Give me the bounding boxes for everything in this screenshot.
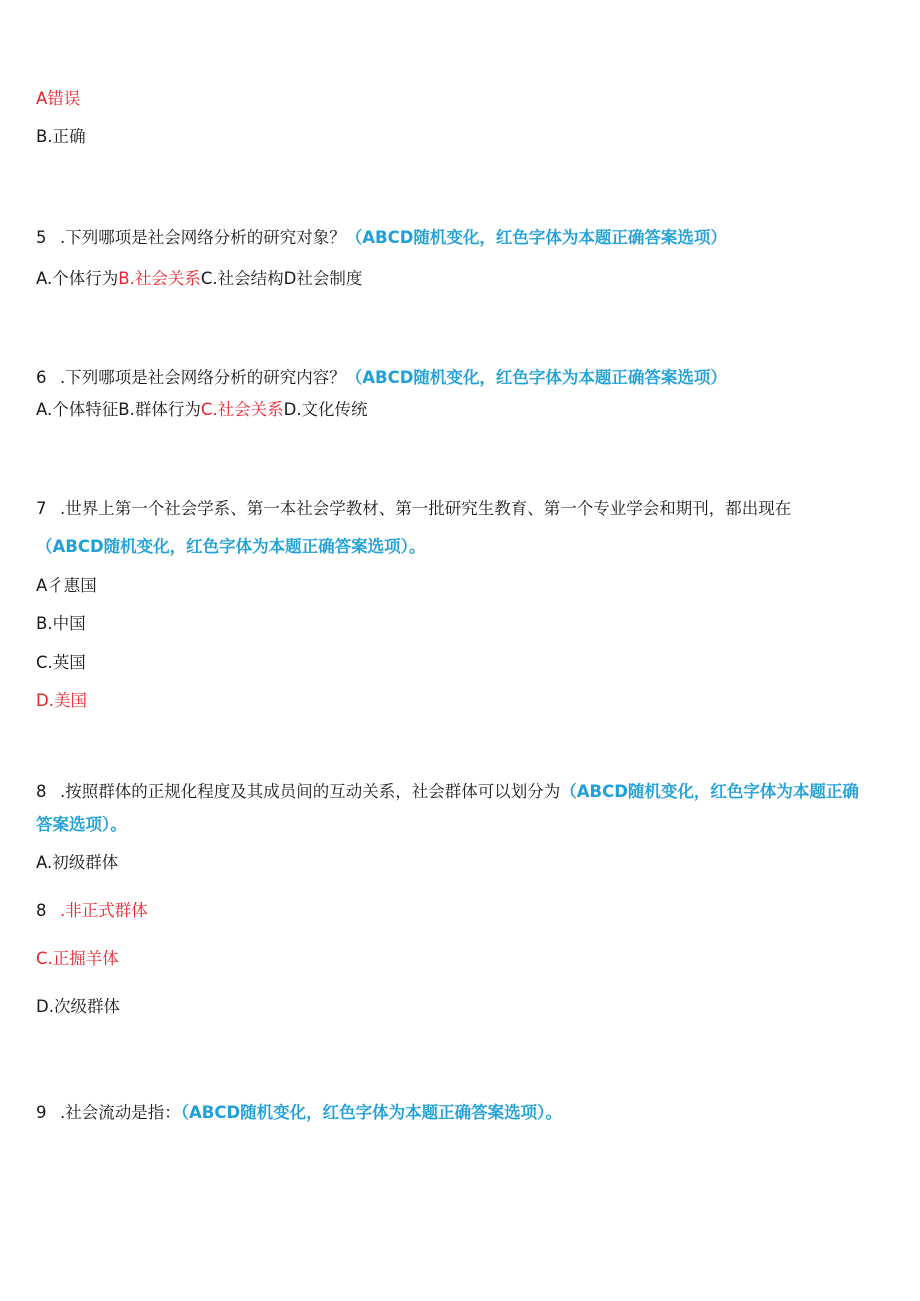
q5-number: 5 <box>36 228 47 247</box>
q9-number: 9 <box>36 1103 47 1122</box>
q4-option-b: B.正确 <box>36 127 86 146</box>
q6-option-d: D.文化传统 <box>283 400 368 419</box>
q9-question <box>36 1101 562 1125</box>
q5-option-a: A.个体行为 <box>36 269 119 288</box>
q8-option-c: C.正掘羊体 <box>36 949 119 968</box>
q9-hint: （ABCD随机变化，红色字体为本题正确答案选项）。 <box>180 1103 562 1122</box>
q6-option-b: B.群体行为 <box>118 400 201 419</box>
q5-hint: （ABCD随机变化，红色字体为本题正确答案选项） <box>345 228 727 247</box>
q7-hint: （ABCD随机变化，红色字体为本题正确答案选项）。 <box>36 537 426 556</box>
q5-stem: .下列哪项是社会网络分析的研究对象？ <box>60 228 346 247</box>
q8-option-b <box>36 899 148 923</box>
q6-hint: （ABCD随机变化，红色字体为本题正确答案选项） <box>345 368 727 387</box>
q8-option-b-number: 8 <box>36 901 47 920</box>
q6-options <box>36 398 368 422</box>
q8-option-a: A.初级群体 <box>36 853 119 872</box>
q7-number: 7 <box>36 499 47 518</box>
q9-stem: .社会流动是指： <box>60 1103 181 1122</box>
q8-question <box>36 780 859 804</box>
q8-hint-continued: 答案选项）。 <box>36 815 127 834</box>
q8-hint: （ABCD随机变化，红色字体为本题正确 <box>560 782 859 801</box>
q7-option-b: B.中国 <box>36 614 86 633</box>
q6-number: 6 <box>36 368 47 387</box>
q6-option-a: A.个体特征 <box>36 400 119 419</box>
q8-option-b-text: .非正式群体 <box>60 901 148 920</box>
q8-option-d: D.次级群体 <box>36 997 120 1016</box>
q6-option-c: C.社会关系 <box>200 400 284 419</box>
q5-option-b: B.社会关系 <box>118 269 201 288</box>
q5-options <box>36 267 362 291</box>
q4-option-a: A错误 <box>36 89 81 108</box>
q7-option-a: A彳惠国 <box>36 576 97 595</box>
q7-question <box>36 497 791 521</box>
q6-stem: .下列哪项是社会网络分析的研究内容？ <box>60 368 346 387</box>
q7-option-c: C.英国 <box>36 653 86 672</box>
q8-stem: .按照群体的正规化程度及其成员间的互动关系，社会群体可以划分为 <box>60 782 561 801</box>
q7-stem: .世界上第一个社会学系、第一本社会学教材、第一批研究生教育、第一个专业学会和期刊，都出现在 <box>60 499 792 518</box>
q7-option-d: D.美国 <box>36 691 87 710</box>
q8-number: 8 <box>36 782 47 801</box>
q5-option-d: D社会制度 <box>283 269 363 288</box>
q5-question <box>36 226 727 250</box>
q5-option-c: C.社会结构 <box>200 269 284 288</box>
q6-question <box>36 366 727 390</box>
